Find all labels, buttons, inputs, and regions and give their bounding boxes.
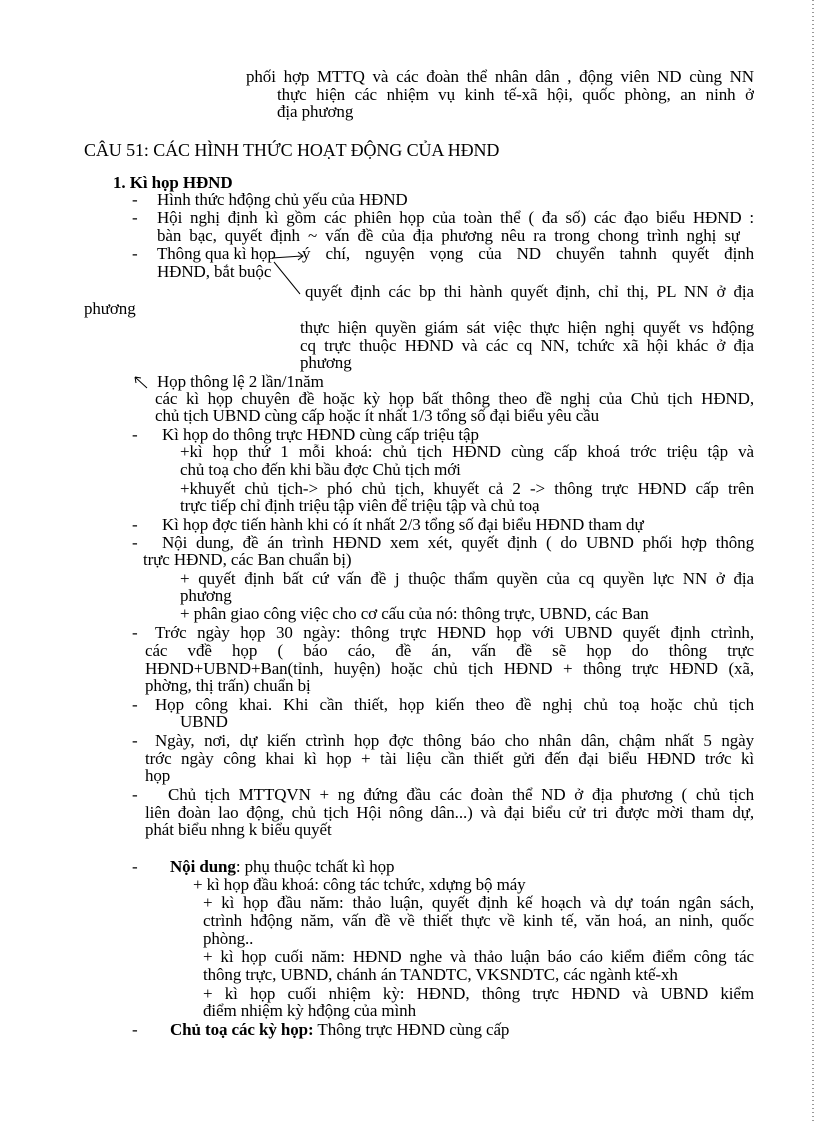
text-line: Kì họp do thông trực HĐND cùng cấp triệu tập — [162, 425, 479, 444]
text-line: phương — [300, 353, 352, 372]
section-heading: CÂU 51: CÁC HÌNH THỨC HOẠT ĐỘNG CỦA HĐND — [84, 140, 500, 160]
text-line: Chủ tịch MTTQVN + ng đứng đầu các đoàn thể ND ở địa phương ( chủ tịch — [168, 786, 754, 804]
bullet-dash: - — [132, 190, 138, 209]
text-line: họp — [145, 766, 171, 785]
text-line: phương — [84, 299, 136, 318]
text-line: + phân giao công việc cho cơ cấu của nó: thông trực, UBND, các Ban — [180, 604, 649, 623]
bullet-dash: - — [132, 533, 138, 552]
bullet-dash: - — [132, 785, 138, 804]
text-line: Hội nghị định kì gồm các phiên họp của toàn thể ( đa số) các đạo biểu HĐND : — [157, 209, 754, 227]
text-line: ctrình hđộng năm, vấn đề về thiết thực về kinh tế, văn hoá, an ninh, quốc — [203, 912, 754, 930]
text-line: các vđề họp ( báo cáo, đề án, vấn đề sẽ họp do thông trực — [145, 642, 754, 660]
text-line: ý chí, nguyện vọng của ND chuyển tahnh quyết định — [302, 245, 754, 263]
text-line: +khuyết chủ tịch-> phó chủ tịch, khuyết cả 2 -> thông trực HĐND cấp trên — [180, 480, 754, 498]
text-line: UBND — [180, 712, 228, 731]
text-line: trực HĐND, các Ban chuẩn bị) — [143, 550, 352, 569]
bullet-dash: - — [132, 857, 138, 876]
text-line: HĐND+UBND+Ban(tỉnh, huyện) hoặc chủ tịch HĐND + thông trực HĐND (xã, — [145, 660, 754, 678]
text-line: + kì họp đầu khoá: công tác tchức, xdựng bộ máy — [193, 875, 526, 894]
text-line: Hình thức hđộng chủ yếu của HĐND — [157, 190, 408, 209]
text-line: Họp công khai. Khi cần thiết, họp kiến theo đề nghị chủ toạ hoặc chủ tịch — [155, 696, 754, 714]
text-line: phát biểu nhng k biểu quyết — [145, 820, 332, 839]
text-line: liên đoàn lao động, chủ tịch Hội nông dân...) và đại biểu cử tri được mời tham dự, — [145, 804, 754, 822]
text-line: trớc ngày công khai kì họp + tài liệu cần thiết gửi đến đại biểu HĐND trớc kì — [145, 750, 754, 768]
text-line — [170, 1021, 509, 1039]
text-line: trực tiếp chỉ định triệu tập viên để triệu tập và chủ toạ — [180, 496, 540, 515]
text-line: Ngày, nơi, dự kiến ctrình họp đợc thông báo cho nhân dân, chậm nhất 5 ngày — [155, 732, 754, 750]
text-line: Nội dung, đề án trình HĐND xem xét, quyết định ( do UBND phối hợp thông — [162, 534, 754, 552]
bullet-dash: - — [132, 208, 138, 227]
text-line: +kì họp thứ 1 mỗi khoá: chủ tịch HĐND cùng cấp khoá trớc triệu tập và — [180, 443, 754, 461]
text-line: phối hợp MTTQ và các đoàn thể nhân dân , động viên ND cùng NN — [246, 68, 754, 86]
text-line: địa phương — [277, 102, 354, 121]
bullet-dash: - — [132, 1020, 138, 1039]
content-text: : phụ thuộc tchất kì họp — [235, 857, 395, 876]
chair-label: Chủ toạ các kỳ họp: — [170, 1020, 314, 1039]
bullet-dash: - — [132, 515, 138, 534]
text-line: + kì họp cuối năm: HĐND nghe và thảo luận báo cáo kiểm điểm công tác — [203, 948, 754, 966]
text-line: bàn bạc, quyết định ~ vấn đề của địa phương nêu ra trong chong trình nghị sự — [157, 227, 740, 245]
branch-arrow-icon — [270, 250, 310, 300]
text-line: chủ toạ cho đến khi bầu đợc Chủ tịch mới — [180, 460, 461, 479]
chair-text: Thông trực HĐND cùng cấp — [313, 1020, 510, 1039]
bullet-dash: - — [132, 244, 138, 263]
text-line: thông trực, UBND, chánh án TANDTC, VKSNDTC, các ngành ktế-xh — [203, 965, 678, 984]
bullet-dash: - — [132, 695, 138, 714]
arrow-icon — [133, 374, 151, 392]
bullet-dash: - — [132, 623, 138, 642]
page-edge-border — [812, 0, 814, 1123]
text-line: thực hiện quyền giám sát việc thực hiện nghị quyết vs hđộng — [300, 319, 754, 337]
bullet-dash: - — [132, 731, 138, 750]
bullet-dash: - — [132, 425, 138, 444]
text-line: cq trực thuộc HĐND và các cq NN, tchức xã hội khác ở địa — [300, 337, 754, 355]
text-line: phòng.. — [203, 929, 254, 948]
subsection-heading: 1. Kì họp HĐND — [113, 173, 233, 192]
text-line: + kì họp cuối nhiệm kỳ: HĐND, thông trực HĐND và UBND kiểm — [203, 985, 754, 1003]
text-line: các kì họp chuyên đề hoặc kỳ họp bất thông theo đề nghị của Chủ tịch HĐND, — [155, 390, 754, 408]
text-line: quyết định các bp thi hành quyết định, chỉ thị, PL NN ở địa — [305, 283, 754, 301]
text-line: Kì họp đợc tiến hành khi có ít nhất 2/3 tổng số đại biểu HĐND tham dự — [162, 515, 644, 534]
text-line: + kì họp đầu năm: thảo luận, quyết định kế hoạch và dự toán ngân sách, — [203, 894, 754, 912]
text-line: phờng, thị trấn) chuẩn bị — [145, 676, 311, 695]
text-line: HĐND, bắt buộc — [157, 262, 272, 281]
text-line: chủ tịch UBND cùng cấp hoặc ít nhất 1/3 tổng số đại biểu yêu cầu — [155, 406, 599, 425]
text-line: Thông qua kì họp — [157, 244, 276, 263]
text-line: phương — [180, 586, 232, 605]
text-line — [170, 858, 394, 876]
text-line: thực hiện các nhiệm vụ kinh tế-xã hội, quốc phòng, an ninh ở — [277, 86, 754, 104]
text-line: + quyết định bất cứ vấn đề j thuộc thẩm quyền của cq quyền lực NN ở địa — [180, 570, 754, 588]
text-line: Trớc ngày họp 30 ngày: thông trực HĐND họp với UBND quyết định ctrình, — [155, 624, 754, 642]
text-line: điểm nhiệm kỳ hđộng của mình — [203, 1001, 416, 1020]
content-label: Nội dung — [170, 857, 236, 876]
text-line: Họp thông lệ 2 lần/1năm — [157, 372, 324, 391]
